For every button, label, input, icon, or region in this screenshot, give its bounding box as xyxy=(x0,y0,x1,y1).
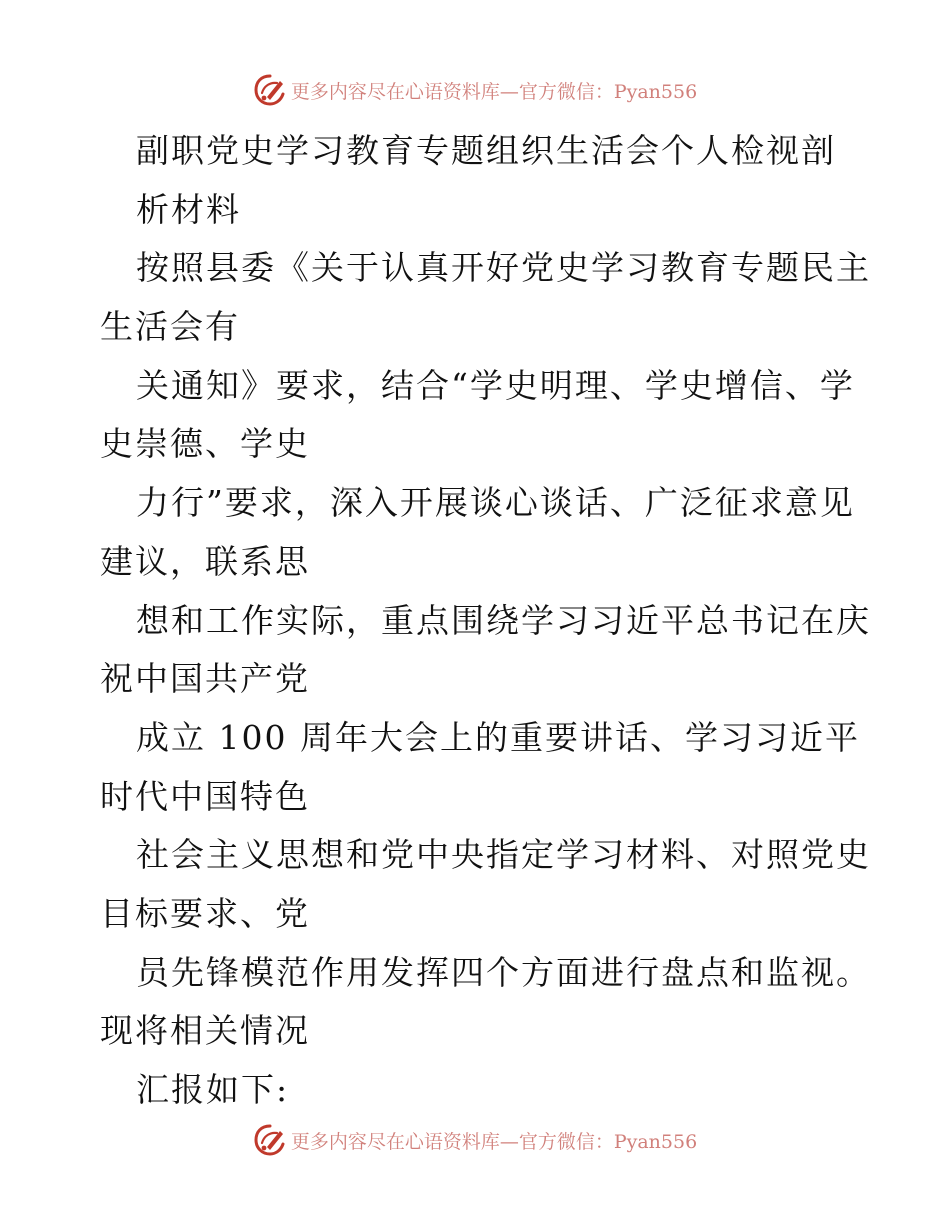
text-line: 成立 100 周年大会上的重要讲话、学习习近平 xyxy=(136,717,860,757)
text-line: 关通知》要求，结合“学史明理、学史增信、学 xyxy=(136,365,855,405)
text-line: 汇报如下: xyxy=(136,1070,290,1109)
pen-nib-swirl-logo-icon xyxy=(253,73,287,107)
text-line: 社会主义思想和党中央指定学习材料、对照党史 xyxy=(136,835,871,875)
text-line: 想和工作实际，重点围绕学习习近平总书记在庆 xyxy=(136,600,871,640)
text-line: 史崇德、学史 xyxy=(100,424,310,464)
text-line: 力行”要求，深入开展谈心谈话、广泛征求意见 xyxy=(136,483,855,523)
header-banner-text: 更多内容尽在心语资料库—官方微信：Pyan556 xyxy=(290,80,698,103)
footer-banner xyxy=(0,1122,950,1158)
text-line: 副职党史学习教育专题组织生活会个人检视剖 xyxy=(136,131,836,170)
document-body xyxy=(100,122,871,1120)
text-line: 员先锋模范作用发挥四个方面进行盘点和监视。 xyxy=(136,952,871,992)
text-line: 按照县委《关于认真开好党史学习教育专题民主 xyxy=(136,248,871,288)
text-line: 生活会有 xyxy=(100,307,240,347)
text-line: 时代中国特色 xyxy=(100,776,310,816)
text-line: 现将相关情况 xyxy=(100,1011,310,1051)
pen-nib-swirl-logo-icon xyxy=(253,1123,287,1157)
header-banner xyxy=(0,72,950,108)
footer-banner-text: 更多内容尽在心语资料库—官方微信：Pyan556 xyxy=(290,1130,698,1153)
text-line: 建议，联系思 xyxy=(100,541,310,581)
text-line: 祝中国共产党 xyxy=(100,659,310,699)
text-line: 目标要求、党 xyxy=(100,893,310,933)
text-line: 析材料 xyxy=(136,189,241,229)
